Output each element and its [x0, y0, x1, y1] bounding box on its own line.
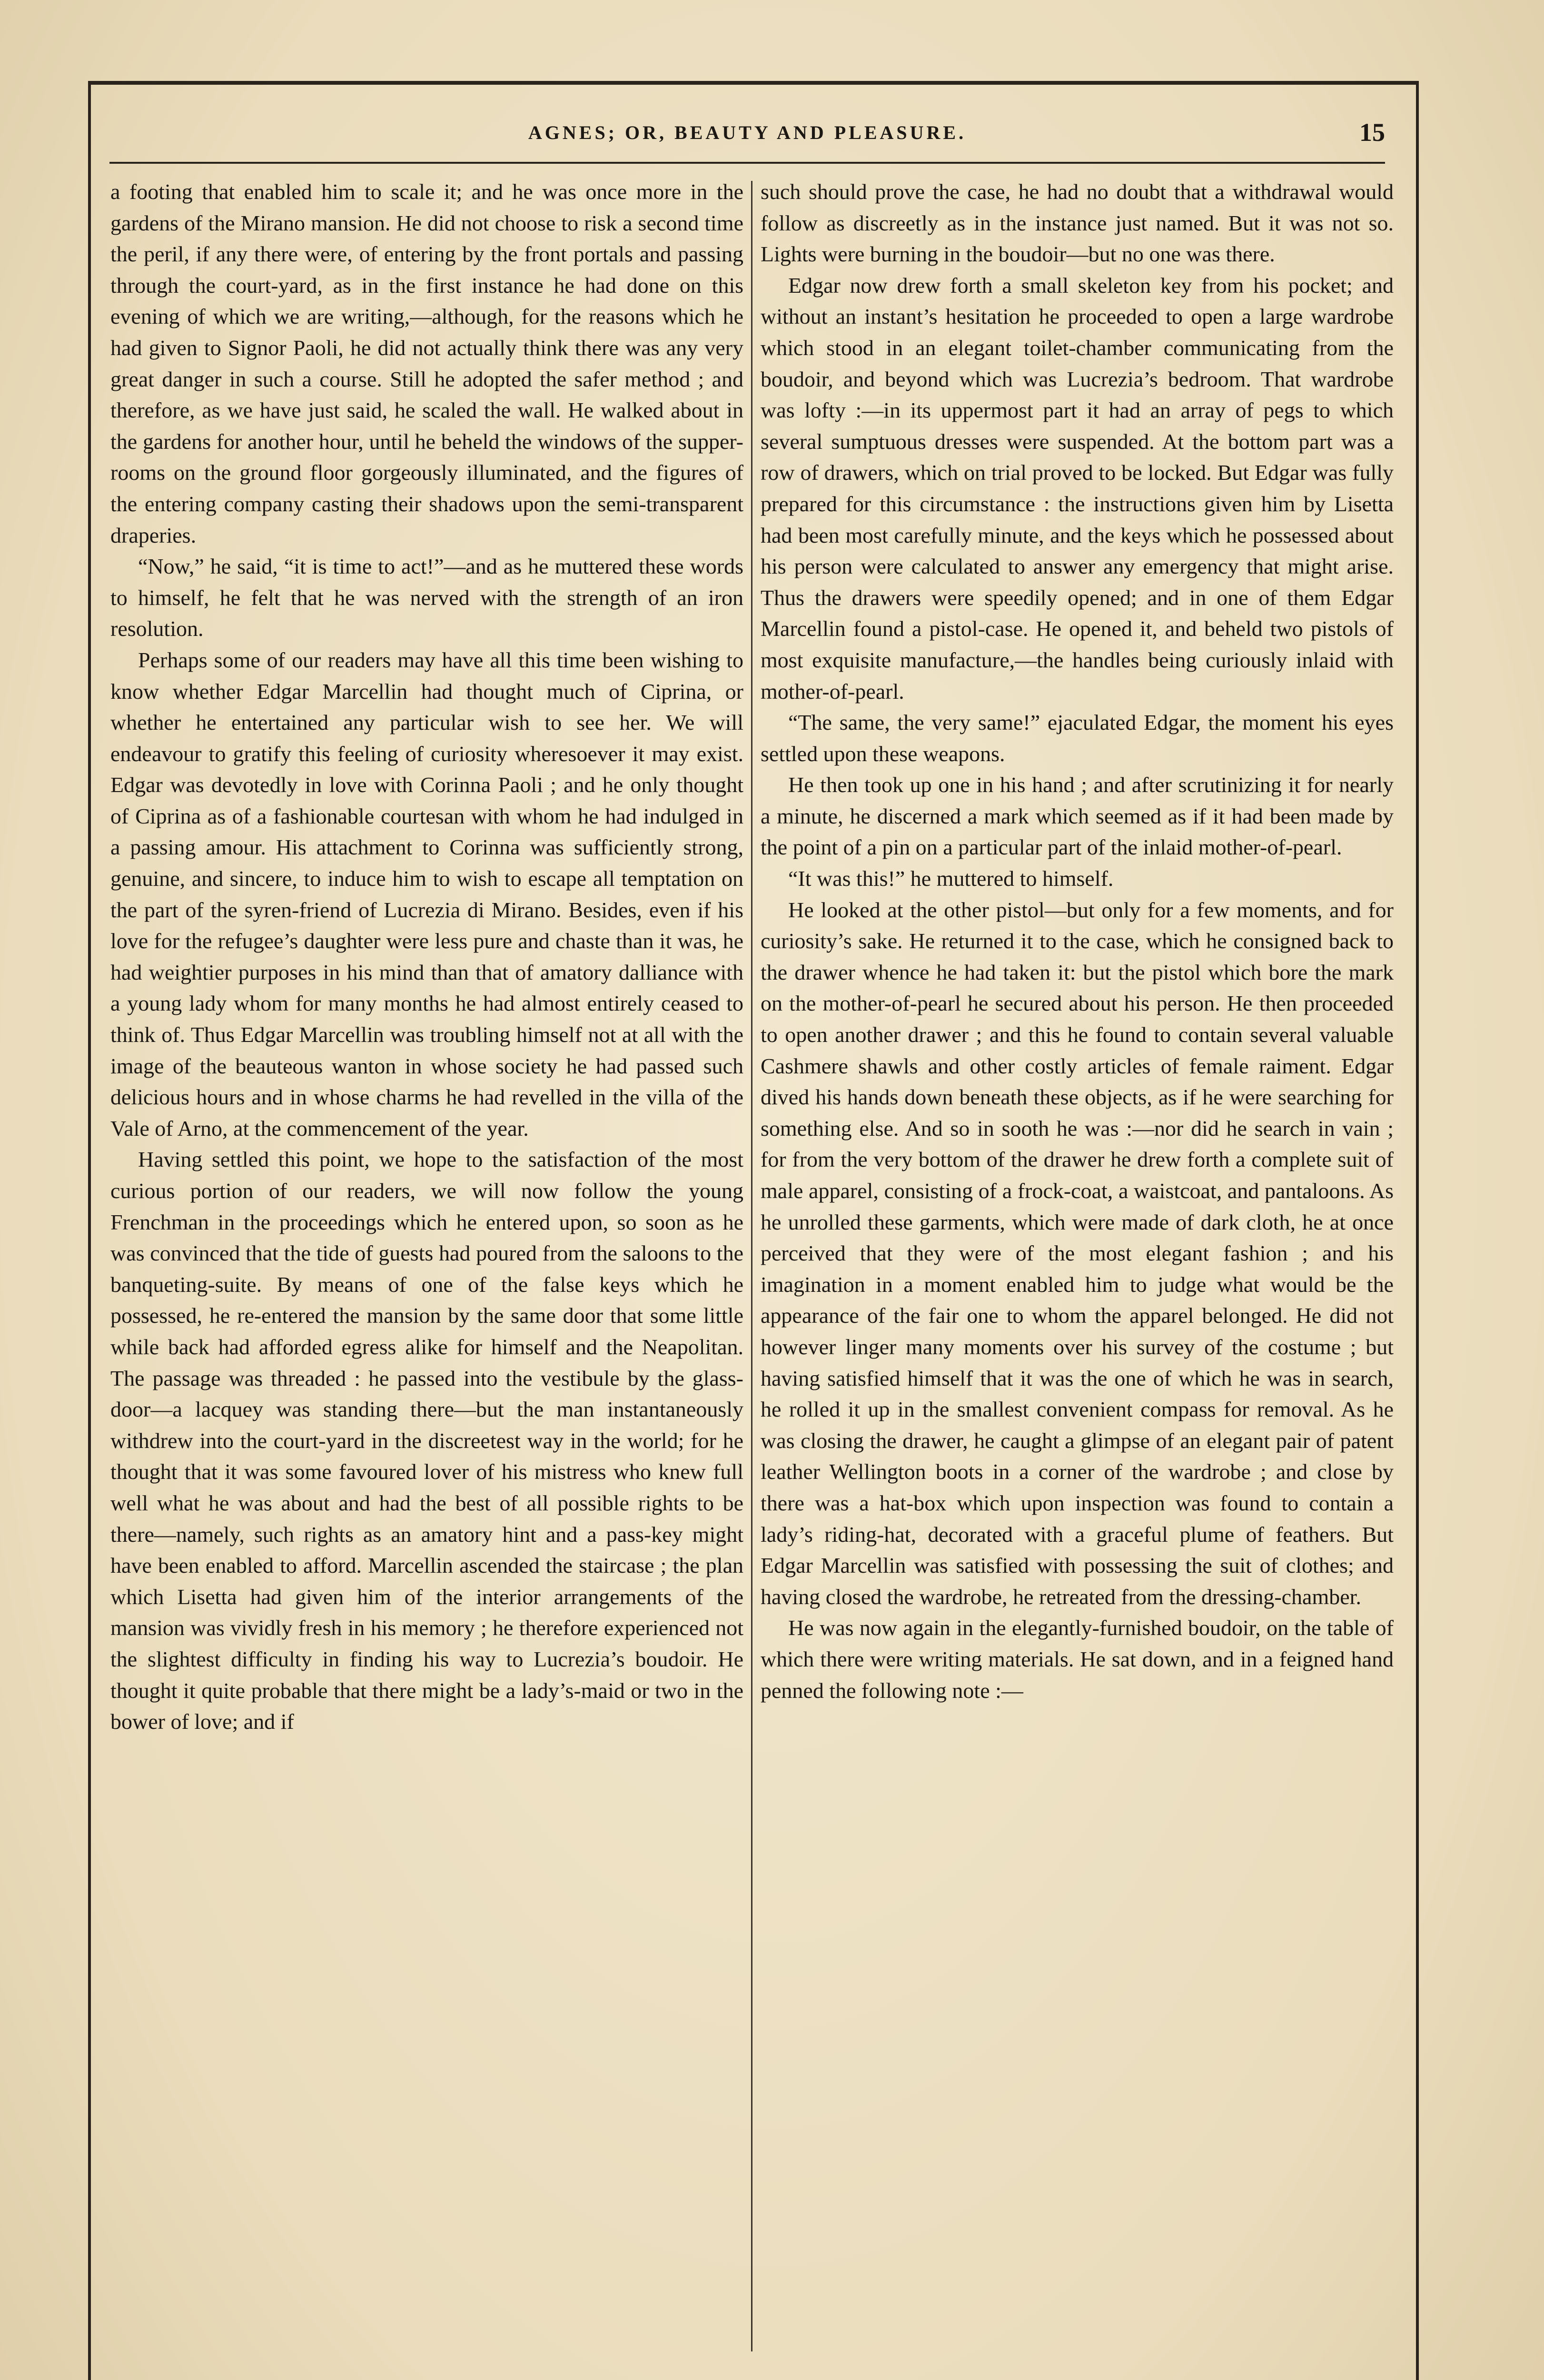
frame-top-rule [88, 81, 1418, 85]
paragraph: He was now again in the elegantly-furnished boudoir, on the table of which there were writing materials. He sat down, and in a feigned hand penned the following note :— [761, 1616, 1394, 1703]
page-header [109, 112, 1385, 155]
paragraph: such should prove the case, he had no doubt that a withdrawal would follow as discreetly as in the instance just named. But it was not so. Lights were burning in the boudoir—but no one was there. [761, 179, 1394, 267]
paragraph: He looked at the other pistol—but only for a few moments, and for curiosity’s sake. He returned it to the case, which he consigned back to the drawer whence he had taken it: but the pistol which bore the mark on the mother-of-pearl he secured about his person. He then proceeded to open another drawer ; and this he found to contain several valuable Cashmere shawls and other costly articles of female raiment. Edgar dived his hands down beneath these objects, as if he were searching for something else. And so in sooth he was :—nor did he search in vain ; for from the very bottom of the drawer he drew forth a complete suit of male apparel, consisting of a frock-coat, a waistcoat, and pantaloons. As he unrolled these garments, which were made of dark cloth, he at once perceived that they were of the most elegant fashion ; and his imagination in a moment enabled him to judge what would be the appearance of the fair one to whom the apparel belonged. He did not however linger many moments over his survey of the costume ; but having satisfied himself that it was the one of which he was in search, he rolled it up in the smallest convenient compass for removal. As he was closing the drawer, he caught a glimpse of an elegant pair of patent leather Wellington boots in a corner of the wardrobe ; and close by there was a hat-box which upon inspection was found to contain a lady’s riding-hat, decorated with a graceful plume of feathers. But Edgar Marcellin was satisfied with possessing the suit of clothes; and having closed the wardrobe, he retreated from the dressing-chamber. [761, 897, 1394, 1609]
paragraph: “It was this!” he muttered to himself. [788, 866, 1114, 891]
frame-right-rule [1416, 81, 1419, 2380]
paragraph: a footing that enabled him to scale it; and he was once more in the gardens of the Mirano mansion. He did not choose to risk a second time the peril, if any there were, of entering by the front portals and passing through the court-yard, as in the first instance he had done on this evening of which we are writing,—although, for the reasons which he had given to Signor Paoli, he did not actually think there was any very great danger in such a course. Still he adopted the safer method ; and therefore, as we have just said, he scaled the wall. He walked about in the gardens for another hour, until he beheld the windows of the supper-rooms on the ground floor gorgeously illuminated, and the figures of the entering company casting their shadows upon the semi-transparent draperies. [110, 179, 743, 547]
paragraph: He then took up one in his hand ; and after scrutinizing it for nearly a minute, he discerned a mark which seemed as if it had been made by the point of a pin on a particular part of the inlaid mother-of-pearl. [761, 773, 1394, 860]
frame-left-rule [88, 81, 91, 2380]
left-column [110, 176, 743, 2366]
header-rule [109, 162, 1385, 164]
column-divider [751, 181, 752, 2351]
right-column [761, 176, 1394, 2366]
paragraph: Having settled this point, we hope to the satisfaction of the most curious portion of our readers, we will now follow the young Frenchman in the proceedings which he entered upon, so soon as he was convinced that the tide of guests had poured from the saloons to the banqueting-suite. By means of one of the false keys which he possessed, he re-entered the mansion by the same door that some little while back had afforded egress alike for himself and the Neapolitan. The passage was threaded : he passed into the vestibule by the glass-door—a lacquey was standing there—but the man instantaneously withdrew into the court-yard in the discreetest way in the world; for he thought that it was some favoured lover of his mistress who knew full well what he was about and had the best of all possible rights to be there—namely, such rights as an amatory hint and a pass-key might have been enabled to afford. Marcellin ascended the staircase ; the plan which Lisetta had given him of the interior arrangements of the mansion was vividly fresh in his memory ; he therefore experienced not the slightest difficulty in finding his way to Lucrezia’s boudoir. He thought it quite probable that there might be a lady’s-maid or two in the bower of love; and if [110, 1147, 743, 1734]
paragraph: “Now,” he said, “it is time to act!”—and as he muttered these words to himself, he felt that he was nerved with the strength of an iron resolution. [110, 554, 743, 641]
running-head: AGNES; OR, BEAUTY AND PLEASURE. [528, 122, 967, 143]
paragraph: Perhaps some of our readers may have all this time been wishing to know whether Edgar Marcellin had thought much of Ciprina, or whether he entertained any particular wish to see her. We will endeavour to gratify this feeling of curiosity wheresoever it may exist. Edgar was devotedly in love with Corinna Paoli ; and he only thought of Ciprina as of a fashionable courtesan with whom he had indulged in a passing amour. His attachment to Corinna was sufficiently strong, genuine, and sincere, to induce him to wish to escape all temptation on the part of the syren-friend of Lucrezia di Mirano. Besides, even if his love for the refugee’s daughter were less pure and chaste than it was, he had weightier purposes in his mind than that of amatory dalliance with a young lady whom for many months he had almost entirely ceased to think of. Thus Edgar Marcellin was troubling himself not at all with the image of the beauteous wanton in whose society he had passed such delicious hours and in whose charms he had revelled in the villa of the Vale of Arno, at the commencement of the year. [110, 647, 743, 1140]
paragraph: Edgar now drew forth a small skeleton key from his pocket; and without an instant’s hesitation he proceeded to open a large wardrobe which stood in an elegant toilet-chamber communicating from the boudoir, and beyond which was Lucrezia’s bedroom. That wardrobe was lofty :—in its uppermost part it had an array of pegs to which several sumptuous dresses were suspended. At the bottom part was a row of drawers, which on trial proved to be locked. But Edgar was fully prepared for this circumstance : the instructions given him by Lisetta had been most carefully minute, and the keys which he possessed about his person were calculated to answer any emergency that might arise. Thus the drawers were speedily opened; and in one of them Edgar Marcellin found a pistol-case. He opened it, and beheld two pistols of most exquisite manufacture,—the handles being curiously inlaid with mother-of-pearl. [761, 273, 1394, 704]
paragraph: “The same, the very same!” ejaculated Edgar, the moment his eyes settled upon these weapons. [761, 710, 1394, 766]
page-number: 15 [1359, 118, 1385, 147]
